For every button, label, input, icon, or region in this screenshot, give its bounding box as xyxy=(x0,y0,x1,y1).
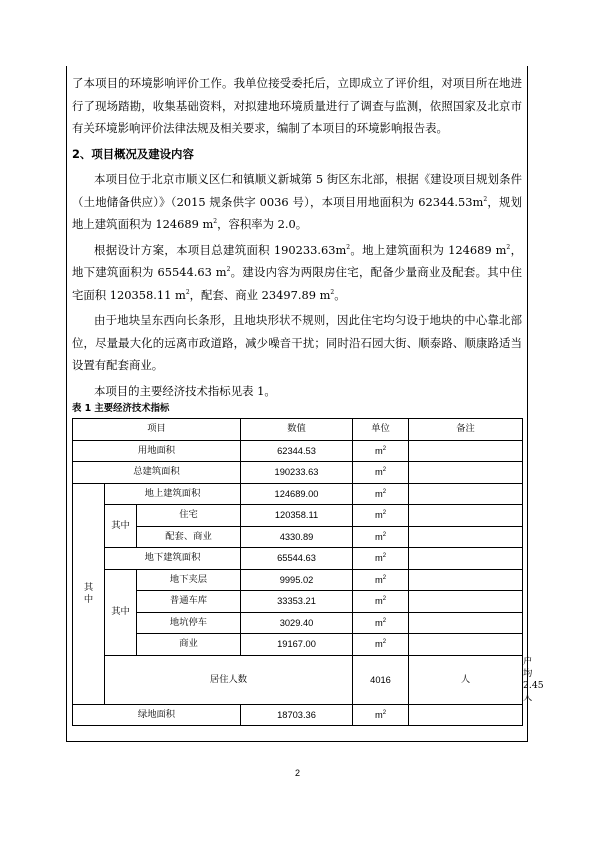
table-header-row xyxy=(73,419,523,441)
document-body xyxy=(72,72,544,726)
table-row: 用地面积 62344.53 $m^2$ xyxy=(73,440,523,462)
paragraph-location: 本项目位于北京市顺义区仁和镇顺义新城第 5 街区东北部，根据《建设项目规划条件（土地储备供应）》（2015 规条供字 0036 号），本项目用地面积为 $62344.53m^2$，规划地上建筑面积为 124689 $m^2$，容积率为 2.0。 xyxy=(72,172,522,231)
section-heading: 2、项目概况及建设内容 xyxy=(72,146,194,161)
page-number: 2 xyxy=(294,768,300,778)
sub-label-qizhong: 其中 xyxy=(105,569,137,655)
table-row: 其中 住宅 120358.11 $m^2$ xyxy=(73,505,523,527)
table-row: 居住人数 4016 人 户均 2.45 人 xyxy=(73,655,523,704)
header-note: 备注 xyxy=(409,419,523,441)
table-row: 地坑停车 3029.40 $m^2$ xyxy=(73,612,523,634)
table-row: 其中 地下夹层 9995.02 $m^2$ xyxy=(73,569,523,591)
table-row: 商业 19167.00 $m^2$ xyxy=(73,634,523,656)
paragraph-design: 根据设计方案，本项目总建筑面积 $190233.63m^2$。地上建筑面积为 124689 $m^2$，地下建筑面积为 65544.63 $m^2$。建设内容为两限房住宅，配备少量商业及配套。其中住宅面积 120358.11 $m^2$，配套、商业 23497.89 $m^2$。 xyxy=(72,242,522,302)
paragraph-table-ref: 本项目的主要经济技术指标见表 1。 xyxy=(94,383,276,398)
table-row: 地下建筑面积 65544.63 $m^2$ xyxy=(73,548,523,570)
table-row: 绿地面积 18703.36 $m^2$ xyxy=(73,704,523,726)
sub-label-qizhong: 其中 xyxy=(105,505,137,548)
table-row: 配套、商业 4330.89 $m^2$ xyxy=(73,526,523,548)
header-value: 数值 xyxy=(241,419,353,441)
table-row: 其 中 地上建筑面积 124689.00 $m^2$ xyxy=(73,483,523,505)
table-row: 总建筑面积 190233.63 $m^2$ xyxy=(73,462,523,484)
paragraph-intro: 了本项目的环境影响评价工作。我单位接受委托后，立即成立了评价组，对项目所在地进行了现场踏勘，收集基础资料，对拟建地环境质量进行了调查与监测，依照国家及北京市有关环境影响评价法律法规及相关要求，编制了本项目的环境影响报告表。 xyxy=(72,76,522,135)
table-caption: 表 1 主要经济技术指标 xyxy=(72,403,170,414)
paragraph-layout: 由于地块呈东西向长条形，且地块形状不规则，因此住宅均匀设于地块的中心靠北部位，尽量最大化的远离市政道路，减少噪音干扰；同时沿石园大街、顺泰路、顺康路适当设置有配套商业。 xyxy=(72,313,522,372)
header-unit: 单位 xyxy=(353,419,409,441)
tech-indicators-table xyxy=(72,418,544,726)
header-item: 项目 xyxy=(73,419,241,441)
group-label-qizhong: 其 中 xyxy=(73,483,105,704)
table-row: 普通车库 33353.21 $m^2$ xyxy=(73,591,523,613)
